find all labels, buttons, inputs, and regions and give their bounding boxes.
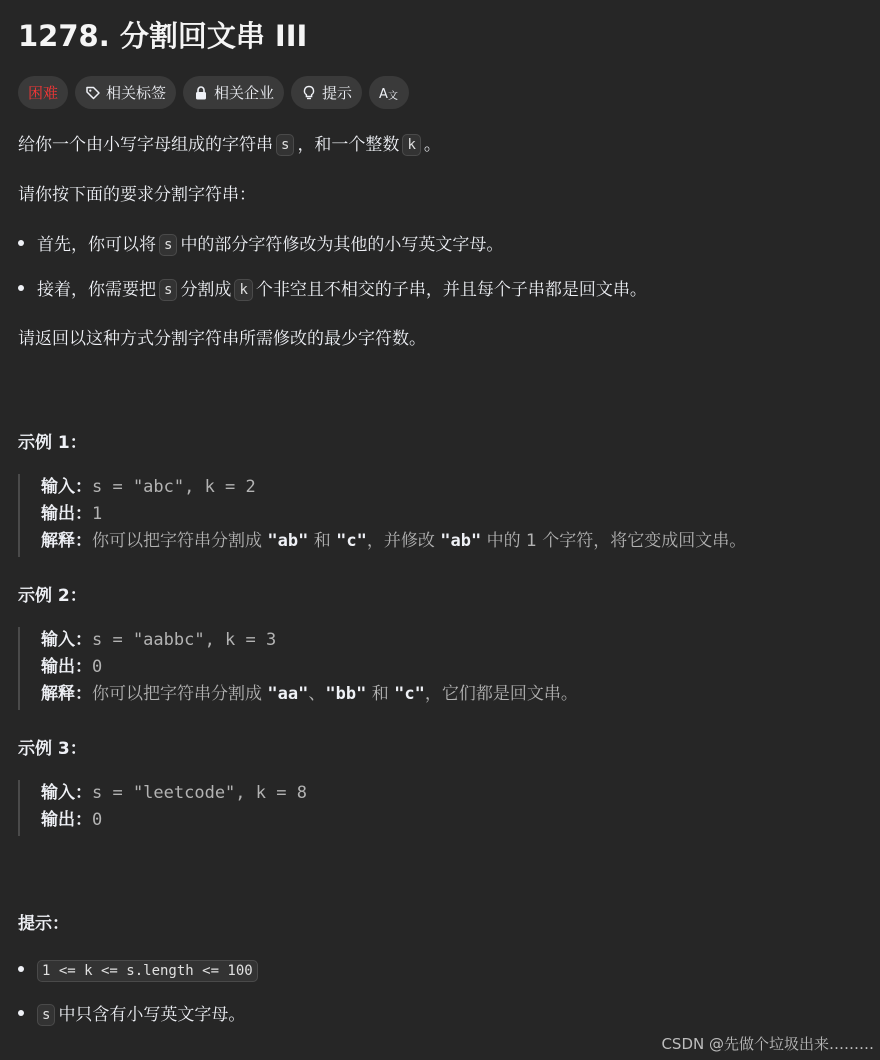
translate-button[interactable] [369,76,409,109]
list-item [18,232,503,258]
output-value: 0 [92,810,103,830]
svg-text:A: A [379,86,388,101]
list-item [18,277,647,303]
description-paragraph-1 [18,132,441,158]
bullet-dot [18,240,24,246]
lightbulb-icon [301,85,317,101]
bullet-dot [18,285,24,291]
output-value: 1 [92,504,103,524]
input-label: 输入： [41,630,92,650]
explanation-label: 解释： [41,531,92,551]
difficulty-badge [18,76,68,109]
example-heading: 示例 3： [18,739,87,759]
explanation-text [92,684,578,704]
topics-tag-button[interactable] [75,76,176,109]
svg-text:文: 文 [388,90,399,101]
output-label: 输出： [41,504,92,524]
watermark: CSDN @先做个垃圾出来……… [661,1035,874,1053]
explanation-fragment: ，并修改 [366,531,441,551]
inline-code: 1 <= k <= s.length <= 100 [37,960,258,982]
list-item-text: 分割成 [180,280,232,300]
output-value: 0 [92,657,103,677]
explanation-fragment: 、 [308,684,326,704]
example-output [41,807,307,834]
translate-icon [379,85,399,101]
explanation-string: "c" [394,684,425,704]
example-input [41,780,307,807]
inline-code: k [402,134,420,156]
example-block [18,780,307,836]
constraint-item [18,958,261,984]
explanation-text [92,531,746,551]
input-label: 输入： [41,477,92,497]
bullet-dot [18,1010,24,1016]
example-input [41,474,746,501]
difficulty-label: 困难 [28,84,59,102]
input-value: s = "abc", k = 2 [92,477,256,497]
explanation-fragment: 你可以把字符串分割成 [92,684,268,704]
description-text: 。 [423,135,441,155]
inline-code: s [159,234,177,256]
companies-tag-button[interactable] [183,76,284,109]
example-explanation [41,681,578,708]
topics-tag-label: 相关标签 [106,84,167,102]
explanation-string: "aa" [267,684,309,704]
description-text: 给你一个由小写字母组成的字符串 [18,135,273,155]
explanation-string: "bb" [325,684,367,704]
companies-tag-label: 相关企业 [214,84,275,102]
example-output [41,654,578,681]
description-paragraph-3: 请返回以这种方式分割字符串所需修改的最少字符数。 [18,329,426,349]
explanation-fragment: 和 [308,531,337,551]
description-paragraph-2: 请你按下面的要求分割字符串： [18,185,256,205]
lock-icon [193,85,209,101]
tag-icon [85,85,101,101]
inline-code: s [276,134,294,156]
example-explanation [41,528,746,555]
explanation-fragment: 中的 1 个字符，将它变成回文串。 [481,531,747,551]
explanation-string: "ab" [267,531,309,551]
bullet-dot [18,966,24,972]
explanation-fragment: 你可以把字符串分割成 [92,531,268,551]
constraint-text: 中只含有小写英文字母。 [58,1005,246,1025]
example-heading: 示例 2： [18,586,87,606]
input-value: s = "leetcode", k = 8 [92,783,307,803]
explanation-fragment: ，它们都是回文串。 [424,684,578,704]
inline-code: k [234,279,252,301]
example-heading: 示例 1： [18,433,87,453]
input-value: s = "aabbc", k = 3 [92,630,277,650]
list-item-text: 首先，你可以将 [37,235,156,255]
explanation-fragment: 和 [366,684,395,704]
inline-code: s [37,1004,55,1026]
list-item-text: 中的部分字符修改为其他的小写英文字母。 [180,235,504,255]
example-block [18,627,578,710]
example-output [41,501,746,528]
explanation-label: 解释： [41,684,92,704]
tag-bar [18,76,409,109]
description-text: ，和一个整数 [297,135,400,155]
constraint-item [18,1002,245,1028]
input-label: 输入： [41,783,92,803]
output-label: 输出： [41,657,92,677]
list-item-text: 接着，你需要把 [37,280,156,300]
example-block [18,474,746,557]
explanation-string: "c" [336,531,367,551]
problem-title: 1278. 分割回文串 III [18,19,308,53]
output-label: 输出： [41,810,92,830]
inline-code: s [159,279,177,301]
hint-tag-label: 提示 [322,84,353,102]
example-input [41,627,578,654]
constraints-heading: 提示： [18,914,69,934]
list-item-text: 个非空且不相交的子串，并且每个子串都是回文串。 [255,280,647,300]
hint-tag-button[interactable] [291,76,362,109]
explanation-string: "ab" [440,531,482,551]
